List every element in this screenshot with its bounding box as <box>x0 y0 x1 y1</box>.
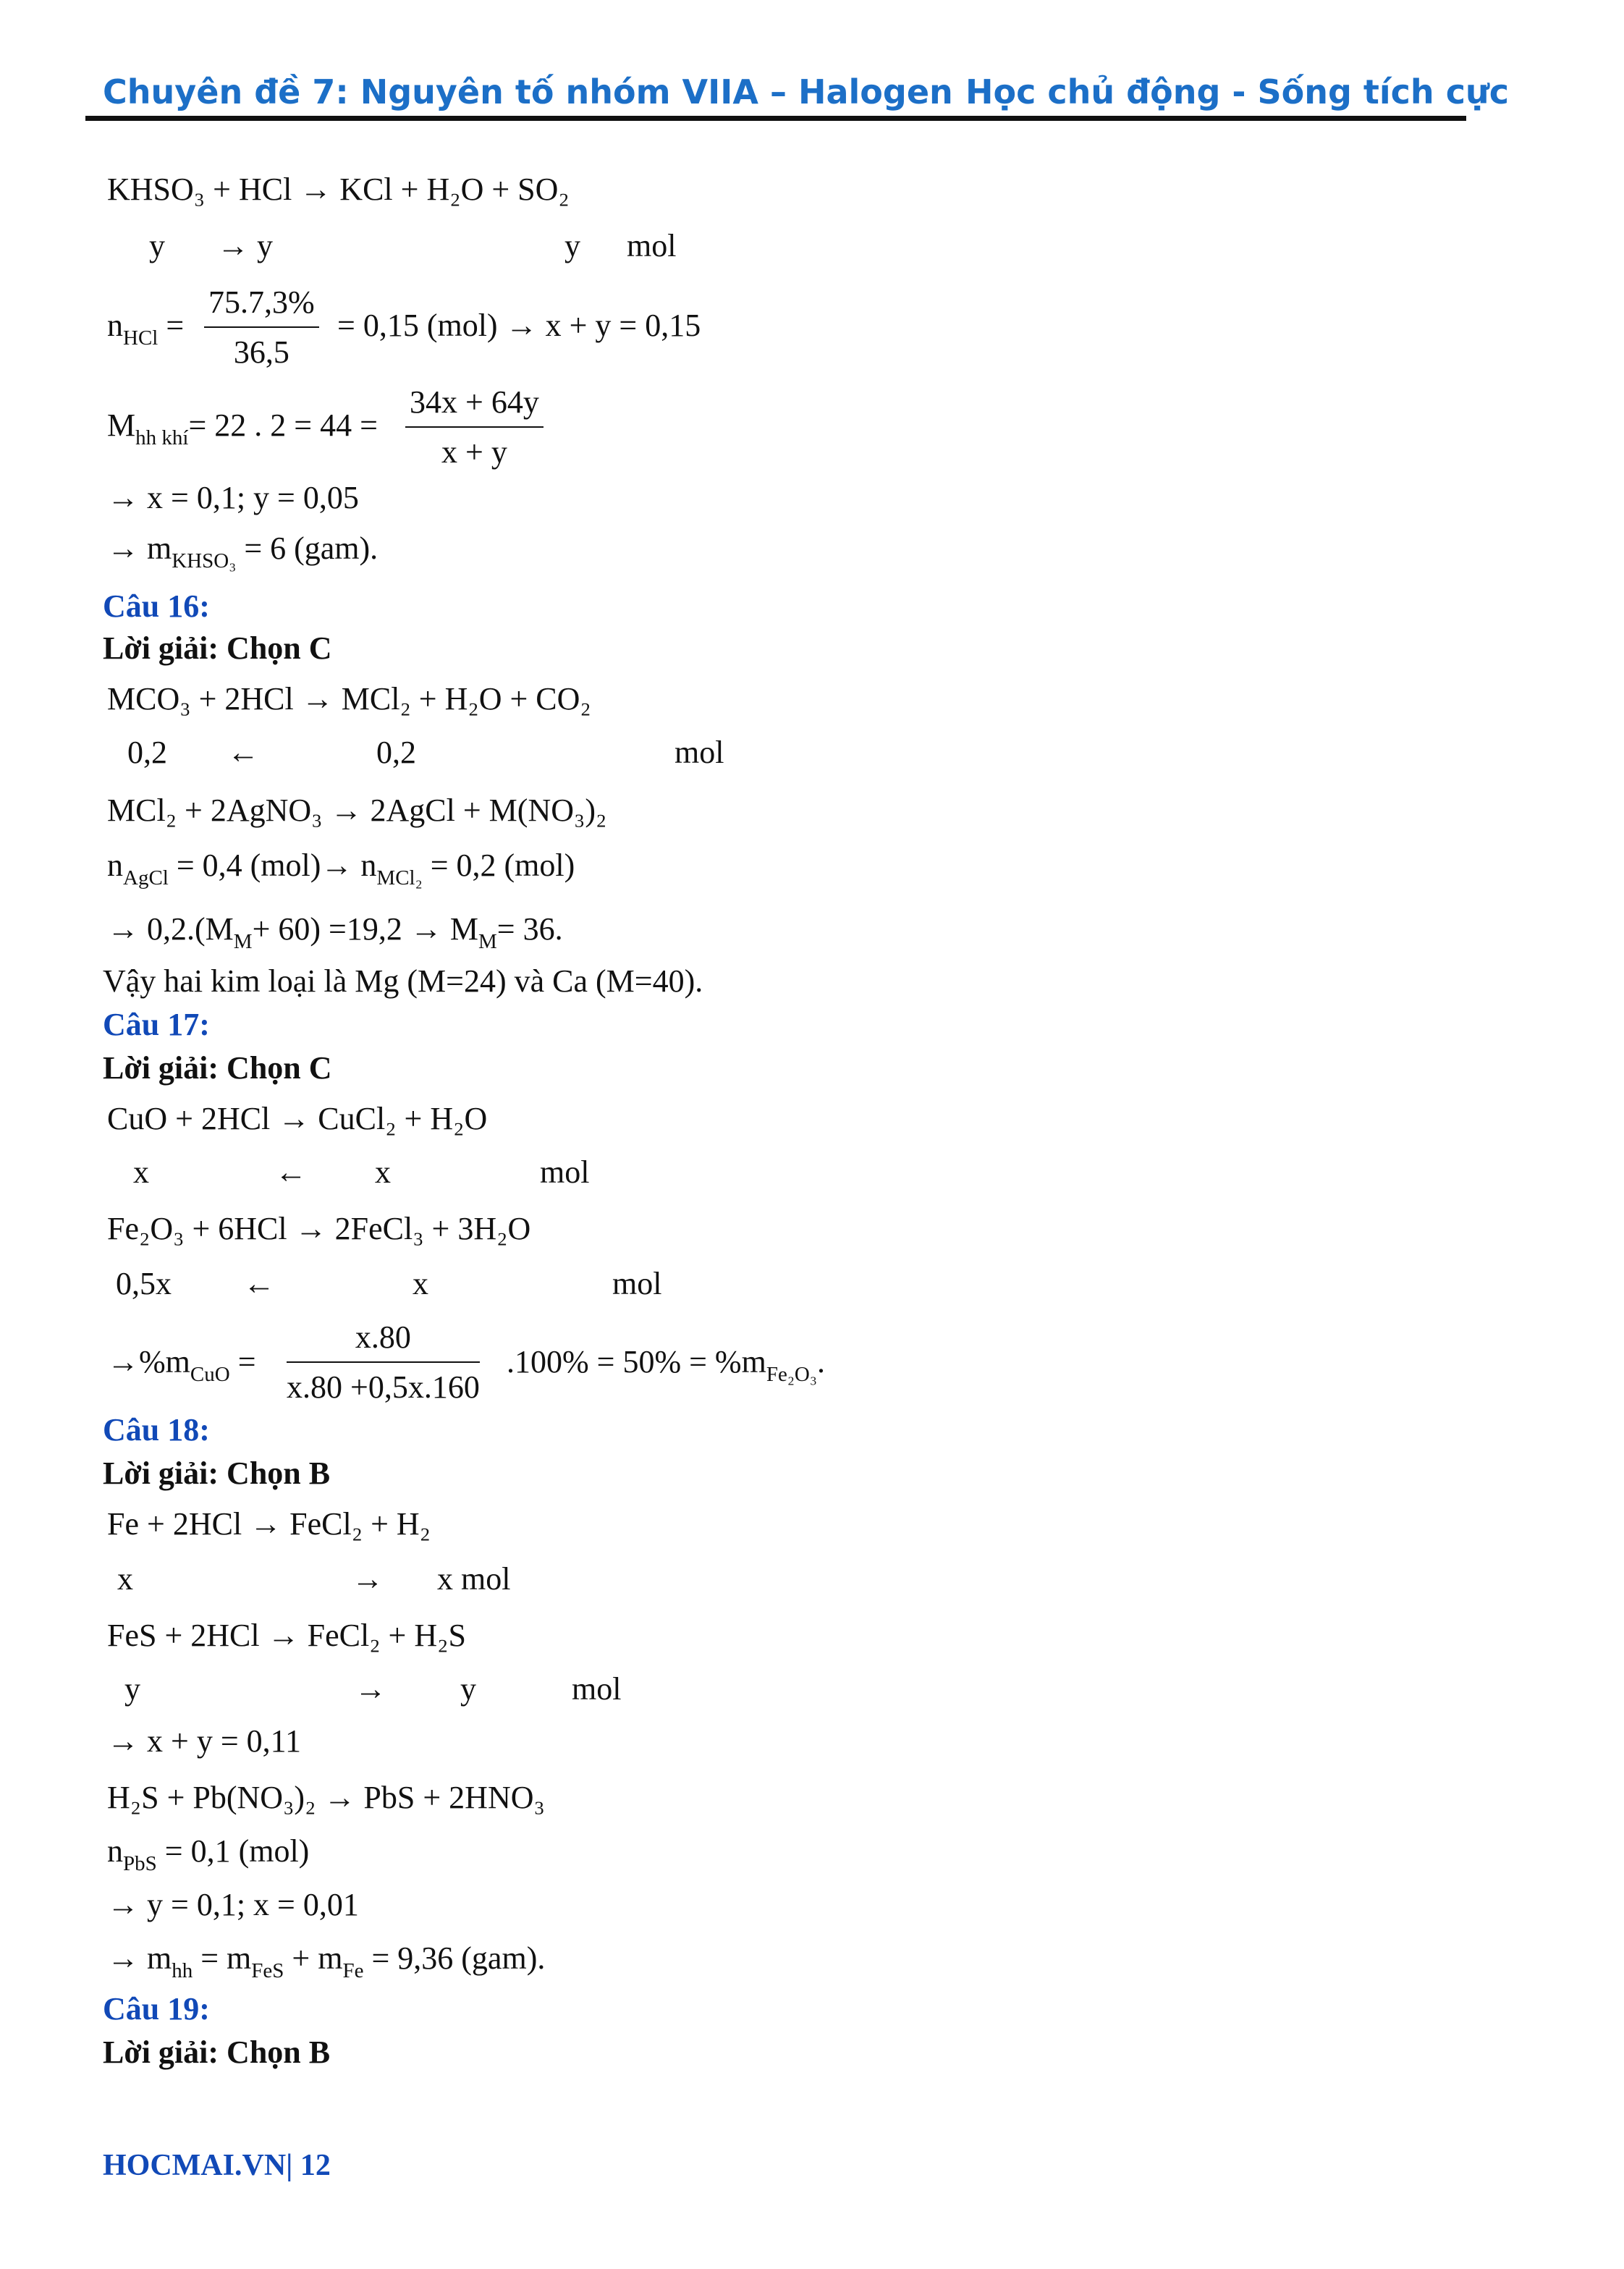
equation-mco3-hcl: MCO₃ + 2HCl → MCl₂ + H₂O + CO₂ <box>107 681 591 717</box>
fraction-denominator: 36,5 <box>233 334 289 370</box>
mol-cell: x <box>375 1154 391 1190</box>
mol-cell: → <box>355 1671 386 1707</box>
question-18-title: Câu 18: <box>103 1412 210 1448</box>
percent-cuo-label: $\to\%m_{CuO}$ = <box>107 1344 256 1386</box>
question-16-answer: Lời giải: Chọn C <box>103 630 332 666</box>
n-agcl-line: $n_{AgCl} = 0,4$ $(mol)\to n_{MCl_2} = 0,2$ (mol) <box>107 848 575 890</box>
page-footer <box>103 2148 331 2183</box>
mol-cell: → y <box>217 228 273 263</box>
mol-cell: y <box>460 1671 476 1707</box>
mol-cell: x <box>117 1561 133 1597</box>
equation-khso3-hcl: KHSO₃ + HCl → KCl + H₂O + SO₂ <box>107 172 570 207</box>
percent-result: $.100\% = 50\% = \%m_{Fe_2O_3}$. <box>507 1344 825 1386</box>
fraction-numerator: x.80 <box>287 1319 480 1363</box>
question-19-answer: Lời giải: Chọn B <box>103 2035 331 2070</box>
sum-x-y: → x + y = 0,11 <box>107 1723 301 1759</box>
footer-site: HOCMAI.VN <box>103 2149 287 2182</box>
question-19-title: Câu 19: <box>103 1991 210 2027</box>
mol-cell: ← <box>275 1154 307 1190</box>
n-hcl-result: = 0,15 (mol) → x + y = 0,15 <box>337 308 701 343</box>
equation-fe-hcl: Fe + 2HCl → FeCl₂ + H₂ <box>107 1506 431 1542</box>
fraction-numerator: 34x + 64y <box>405 384 544 428</box>
mol-unit: mol <box>612 1266 662 1301</box>
equation-fe2o3-hcl: Fe₂O₃ + 6HCl → 2FeCl₃ + 3H₂O <box>107 1211 531 1246</box>
equation-cuo-hcl: CuO + 2HCl → CuCl₂ + H₂O <box>107 1101 488 1136</box>
fraction-denominator: x.80 +0,5x.160 <box>287 1369 480 1405</box>
mol-cell: x <box>133 1154 149 1190</box>
mol-unit: mol <box>674 735 724 770</box>
n-hcl-fraction <box>204 284 319 371</box>
result-mass-khso3: → $m_{KHSO_3} = 6$ (gam). <box>107 531 378 572</box>
footer-page-number: | 12 <box>286 2149 331 2182</box>
percent-cuo-fraction <box>287 1319 480 1406</box>
fraction-denominator: x + y <box>441 434 507 470</box>
mol-cell: ← <box>227 735 259 770</box>
mol-unit: mol <box>627 228 677 263</box>
mol-unit: mol <box>572 1671 622 1707</box>
mol-cell: y <box>149 228 165 263</box>
equation-h2s-pbno3: H₂S + Pb(NO₃)₂ → PbS + 2HNO₃ <box>107 1780 545 1815</box>
mol-cell: x mol <box>437 1561 511 1597</box>
mol-cell: → <box>352 1561 384 1597</box>
question-16-conclusion: Vậy hai kim loại là Mg (M=24) và Ca (M=40). <box>103 963 703 999</box>
header-divider <box>85 116 1466 121</box>
mol-cell: y <box>124 1671 140 1707</box>
question-17-title: Câu 17: <box>103 1007 210 1042</box>
mol-cell: ← <box>243 1266 275 1301</box>
mol-cell: x <box>413 1266 428 1301</box>
n-hcl-label: $n_{HCl}$ = <box>107 308 185 350</box>
molar-mass-line: → $0,2.(M_M+ 60) =19,2 \to M_M= 36$. <box>107 911 563 953</box>
question-18-answer: Lời giải: Chọn B <box>103 1455 331 1491</box>
question-16-title: Câu 16: <box>103 588 210 624</box>
mol-unit: mol <box>540 1154 590 1190</box>
mol-cell: y <box>564 228 580 263</box>
header-slogan: Học chủ động - Sống tích cực <box>965 72 1509 111</box>
fraction-numerator: 75.7,3% <box>204 284 319 328</box>
m-mixture-fraction <box>405 384 544 470</box>
result-x-y: → x = 0,1; y = 0,05 <box>107 480 359 515</box>
n-pbs-line: $n_{PbS} = 0,1$ (mol) <box>107 1833 310 1875</box>
mol-cell: 0,5x <box>116 1266 172 1301</box>
mol-cell: 0,2 <box>127 735 167 770</box>
equation-fes-hcl: FeS + 2HCl → FeCl₂ + H₂S <box>107 1618 466 1653</box>
equation-mcl2-agno3: MCl₂ + 2AgNO₃ → 2AgCl + M(NO₃)₂ <box>107 793 607 828</box>
question-17-answer: Lời giải: Chọn C <box>103 1050 332 1086</box>
result-mass-mixture: → $m_{hh} = m_{FeS} + m_{Fe} = 9,36$ (gam). <box>107 1940 546 1982</box>
result-y-x: → y = 0,1; x = 0,01 <box>107 1887 359 1922</box>
mol-cell: 0,2 <box>376 735 416 770</box>
m-mixture-label: $M_{hh khí}= 22$ . 2 = 44 = <box>107 407 378 449</box>
header-topic-title: Chuyên đề 7: Nguyên tố nhóm VIIA – Halogen <box>103 72 953 111</box>
